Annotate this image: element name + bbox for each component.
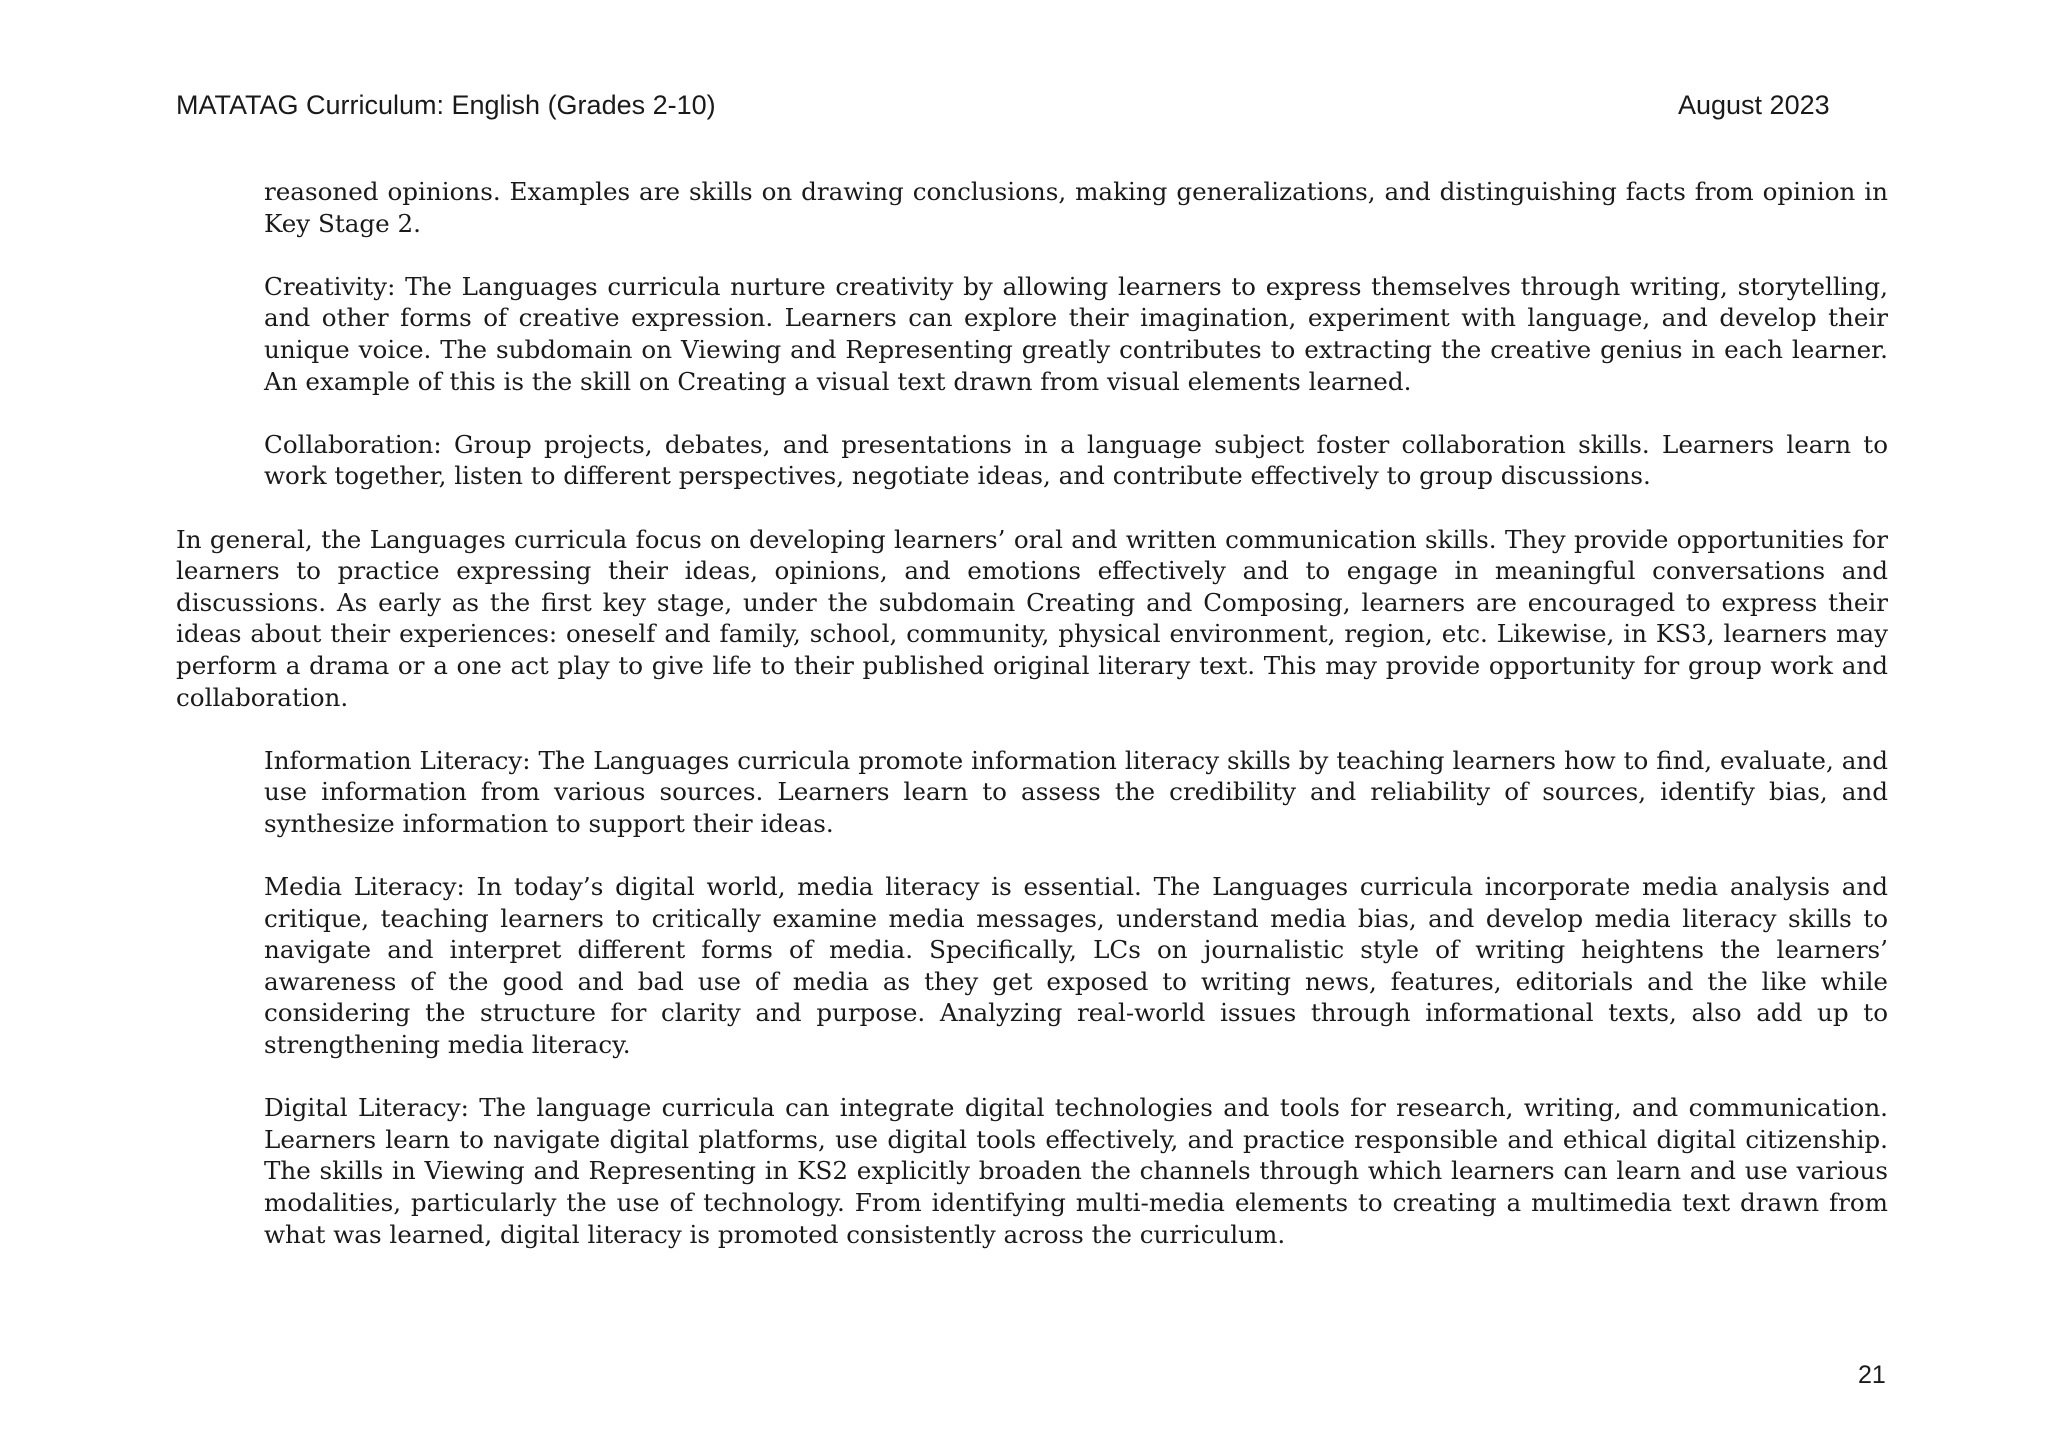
page-number: 21	[1858, 1361, 1886, 1389]
paragraph-digital-literacy: Digital Literacy: The language curricula can integrate digital technologies and tools for research, writing, and communication. Learners learn to navigate digital platforms, use digital tools effectively, and practice responsible and ethical digital citizenship. The skills in Viewing and Representing in KS2 explicitly broaden the channels through which learners can learn and use various modalities, particularly the use of technology. From identifying multi-media elements to creating a multimedia text drawn from what was learned, digital literacy is promoted consistently across the curriculum.	[264, 1093, 1888, 1249]
paragraph-collaboration: Collaboration: Group projects, debates, and presentations in a language subject foster collaboration skills. Learners learn to work together, listen to different perspectives, negotiate ideas, and contribute effectively to group discussions.	[264, 429, 1888, 491]
paragraph-information-literacy: Information Literacy: The Languages curricula promote information literacy skills by teaching learners how to find, evaluate, and use information from various sources. Learners learn to assess the credibility and reliability of sources, identify bias, and synthesize information to support their ideas.	[264, 745, 1888, 838]
document-date-header: August 2023	[1678, 90, 1830, 120]
document-body	[176, 176, 1888, 1282]
document-title-header: MATATAG Curriculum: English (Grades 2-10)	[176, 90, 716, 120]
paragraph-media-literacy: Media Literacy: In today’s digital world, media literacy is essential. The Languages curricula incorporate media analysis and critique, teaching learners to critically examine media messages, understand media bias, and develop media literacy skills to navigate and interpret different forms of media. Specifically, LCs on journalistic style of writing heightens the learners’ awareness of the good and bad use of media as they get exposed to writing news, features, editorials and the like while considering the structure for clarity and purpose. Analyzing real-world issues through informational texts, also add up to strengthening media literacy.	[264, 872, 1888, 1060]
paragraph-creativity: Creativity: The Languages curricula nurture creativity by allowing learners to express themselves through writing, storytelling, and other forms of creative expression. Learners can explore their imagination, experiment with language, and develop their unique voice. The subdomain on Viewing and Representing greatly contributes to extracting the creative genius in each learner. An example of this is the skill on Creating a visual text drawn from visual elements learned.	[264, 271, 1888, 396]
paragraph-in-general: In general, the Languages curricula focus on developing learners’ oral and written communication skills. They provide opportunities for learners to practice expressing their ideas, opinions, and emotions effectively and to engage in meaningful conversations and discussions. As early as the first key stage, under the subdomain Creating and Composing, learners are encouraged to express their ideas about their experiences: oneself and family, school, community, physical environment, region, etc. Likewise, in KS3, learners may perform a drama or a one act play to give life to their published original literary text. This may provide opportunity for group work and collaboration.	[176, 524, 1888, 712]
paragraph-critical-thinking-continued: reasoned opinions. Examples are skills on drawing conclusions, making generalizations, and distinguishing facts from opinion in Key Stage 2.	[264, 177, 1888, 238]
